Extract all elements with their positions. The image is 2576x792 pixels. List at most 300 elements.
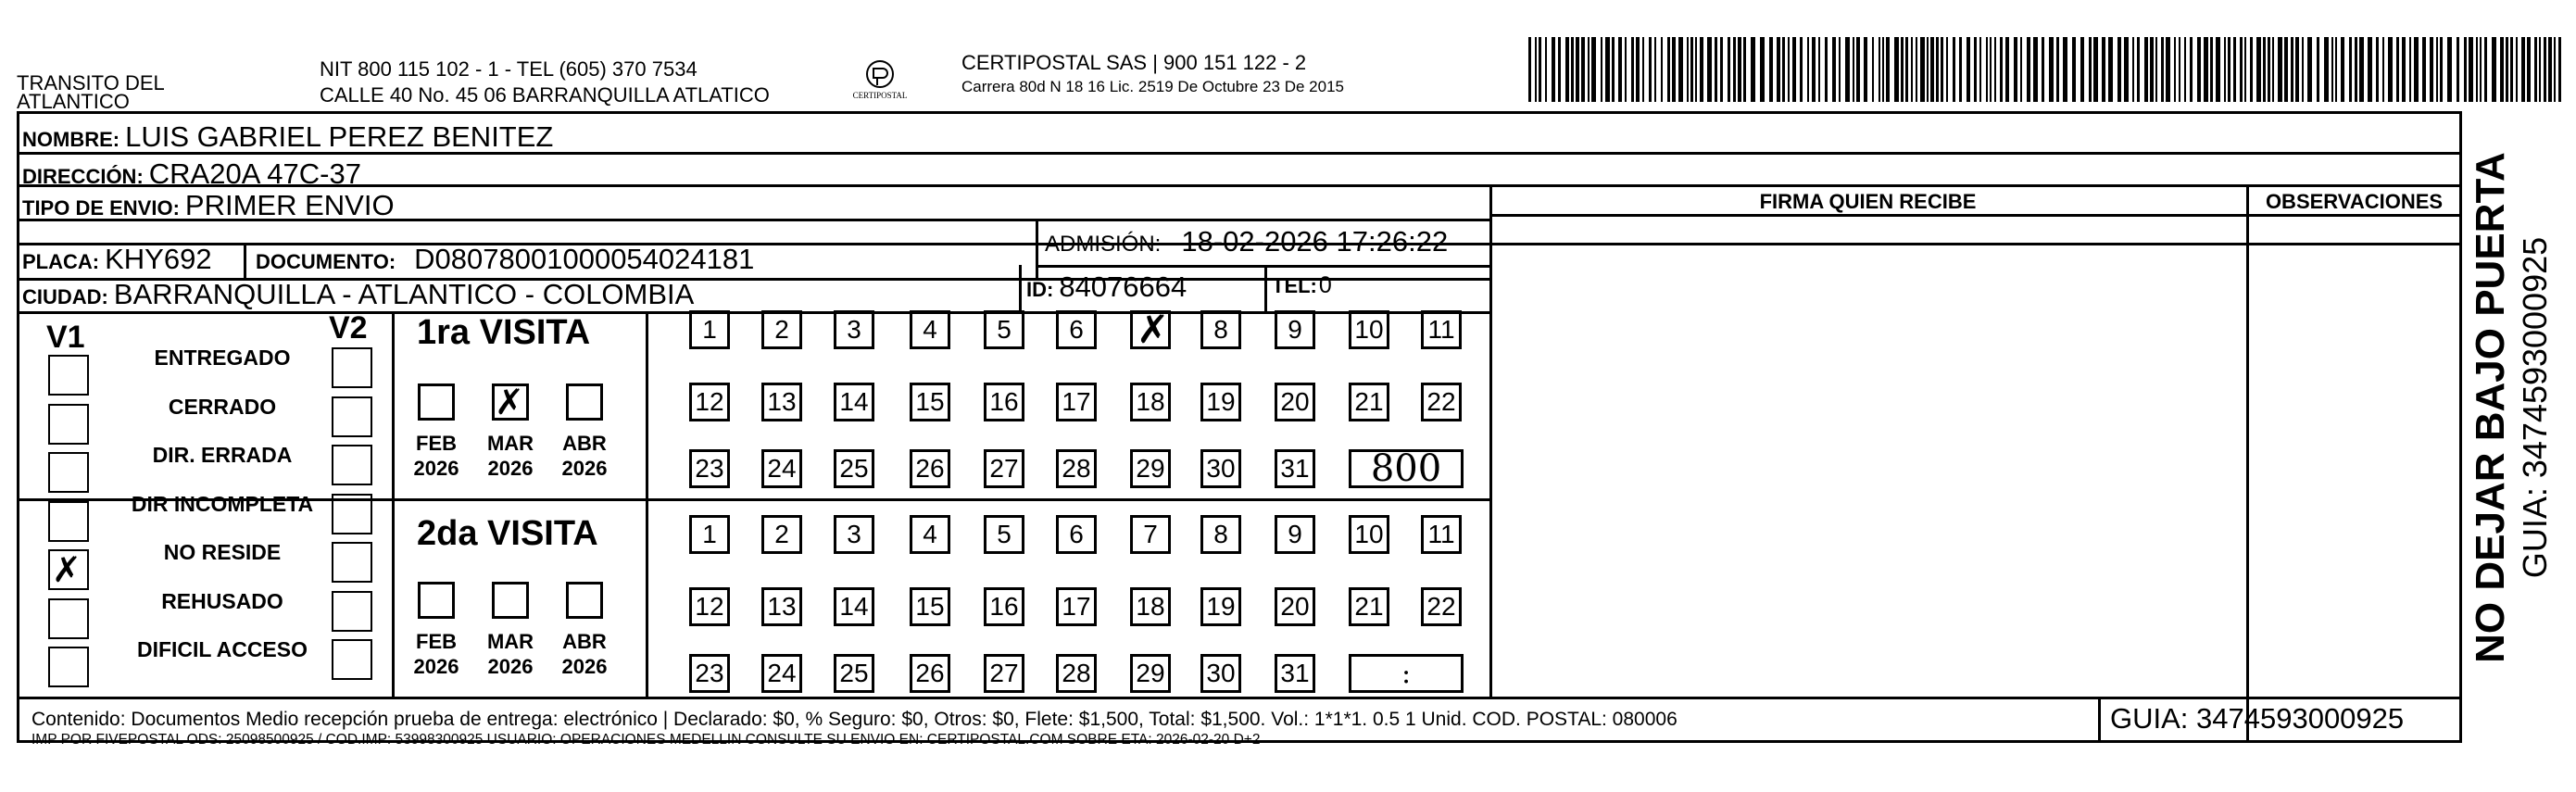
barcode-bar <box>2108 37 2113 102</box>
barcode-bar <box>2484 37 2487 102</box>
barcode-bar <box>2302 37 2304 102</box>
barcode-bar <box>2516 37 2518 102</box>
barcode-bar <box>1930 37 1934 102</box>
first-visit-time-box[interactable]: 800 <box>1349 449 1464 488</box>
barcode-bar <box>1832 37 1836 102</box>
second-visit-day-box[interactable]: 5 <box>984 515 1024 554</box>
barcode-bar <box>2510 37 2513 102</box>
v2-checkbox[interactable] <box>332 347 372 388</box>
barcode-bar <box>2250 37 2253 102</box>
first-visit-day-box[interactable]: 11 <box>1421 310 1462 349</box>
first-visit-day-box[interactable]: 20 <box>1275 383 1315 421</box>
barcode-bar <box>2197 37 2201 102</box>
barcode-bar <box>2539 37 2541 102</box>
first-visit-month-checkbox[interactable] <box>492 383 529 421</box>
barcode-bar <box>2268 37 2270 102</box>
handwritten-check-mark: ✗ <box>52 549 82 590</box>
barcode-bar <box>2480 37 2482 102</box>
first-visit-day-box[interactable]: 30 <box>1200 449 1241 488</box>
first-visit-day-box[interactable]: 27 <box>984 449 1024 488</box>
first-visit-day-box[interactable]: 16 <box>984 383 1024 421</box>
second-visit-day-box[interactable]: 31 <box>1275 654 1315 693</box>
v2-checkbox[interactable] <box>332 542 372 583</box>
barcode-bar <box>2089 37 2092 102</box>
barcode-bar <box>2102 37 2105 102</box>
nombre-value: LUIS GABRIEL PEREZ BENITEZ <box>125 120 554 153</box>
barcode-bar <box>2436 37 2438 102</box>
imp-text: IMP POR FIVEPOSTAL ODS: 25098500925 / COD.IMP: 53998300925 USUARIO: OPERACIONES MEDELLIN CONSULTE SU ENVIO EN: CERTIPOSTAL.COM SOBRE ETA: 2026-02-20 D+2 <box>31 732 1261 748</box>
v1-checkbox[interactable] <box>48 549 89 590</box>
v1-checkbox[interactable] <box>48 452 89 493</box>
first-visit-day-box[interactable]: 13 <box>761 383 802 421</box>
contenido-text: Contenido: Documentos Medio recepción prueba de entrega: electrónico | Declarado: $0, % Seguro: $0, Otros: $0, Flete: $1,500, Total: $1,500. Vol.: 1*1*1. 0.5 1 Unid. COD. POSTAL: 080006 <box>31 709 1678 730</box>
barcode-bar <box>1631 37 1634 102</box>
barcode-bar <box>2228 37 2230 102</box>
barcode-bar <box>2150 37 2154 102</box>
barcode-bar <box>1728 37 1730 102</box>
barcode-bar <box>2440 37 2443 102</box>
v1-checkbox[interactable] <box>48 598 89 639</box>
first-visit-day-box[interactable]: 31 <box>1275 449 1315 488</box>
second-visit-day-box[interactable]: 14 <box>834 587 874 626</box>
barcode-bar <box>1654 37 1656 102</box>
barcode-bar <box>1872 37 1874 102</box>
barcode-bar <box>1812 37 1816 102</box>
second-visit-month-label: FEB 2026 <box>413 630 459 678</box>
barcode-bar <box>2144 37 2148 102</box>
barcode-bar <box>2124 37 2129 102</box>
second-visit-day-box[interactable]: 15 <box>910 587 950 626</box>
v2-checkbox[interactable] <box>332 396 372 437</box>
second-visit-day-box[interactable]: 13 <box>761 587 802 626</box>
footer-guia: GUIA: 3474593000925 <box>2110 702 2405 735</box>
barcode-bar <box>2166 37 2170 102</box>
barcode-bar <box>2349 37 2352 102</box>
barcode-bar <box>1807 37 1809 102</box>
first-visit-day-box[interactable]: 22 <box>1421 383 1462 421</box>
barcode-bar <box>2376 37 2379 102</box>
barcode-bar <box>1667 37 1670 102</box>
barcode-bar <box>1882 37 1884 102</box>
barcode-bar <box>1539 37 1541 102</box>
barcode-bar <box>2210 37 2213 102</box>
first-visit-day-box[interactable]: 9 <box>1275 310 1315 349</box>
barcode-bar <box>2042 37 2044 102</box>
first-visit-month-label: MAR 2026 <box>486 432 534 480</box>
second-visit-month-checkbox[interactable] <box>492 582 529 619</box>
courier-address: Carrera 80d N 18 16 Lic. 2519 De Octubre 23 De 2015 <box>961 78 1344 95</box>
barcode-bar <box>2272 37 2274 102</box>
barcode-bar <box>1545 37 1547 102</box>
documento-value: D08078001000054024181 <box>414 243 755 275</box>
first-visit-day-box[interactable] <box>1130 307 1171 352</box>
id-label: ID: <box>1026 278 1054 301</box>
first-visit-day-box[interactable]: 18 <box>1130 383 1171 421</box>
barcode-bar <box>1911 37 1913 102</box>
first-visit-day-box[interactable]: 21 <box>1349 383 1389 421</box>
barcode-bar <box>2278 37 2282 102</box>
barcode-bar <box>1856 37 1860 102</box>
barcode-bar <box>2137 37 2140 102</box>
barcode-bar <box>2558 37 2561 102</box>
handwritten-check-mark: ✗ <box>1137 307 1170 352</box>
second-visit-day-box[interactable]: 10 <box>1349 515 1389 554</box>
barcode-bar <box>1901 37 1904 102</box>
second-visit-day-box[interactable]: 6 <box>1056 515 1097 554</box>
barcode-bar <box>1707 37 1712 102</box>
first-visit-day-box[interactable]: 29 <box>1130 449 1171 488</box>
barcode-bar <box>1825 37 1828 102</box>
observaciones-header: OBSERVACIONES <box>2265 190 2444 213</box>
second-visit-month-label: MAR 2026 <box>486 630 534 678</box>
second-visit-day-box[interactable]: 9 <box>1275 515 1315 554</box>
barcode-bar <box>2056 37 2059 102</box>
first-visit-day-box[interactable]: 24 <box>761 449 802 488</box>
second-visit-day-box[interactable]: 23 <box>689 654 730 693</box>
nombre-label: NOMBRE: <box>22 128 120 151</box>
barcode-bar <box>1905 37 1908 102</box>
reason-label: ENTREGADO <box>154 346 291 370</box>
barcode-bar <box>1690 37 1693 102</box>
barcode-bar <box>1986 37 1988 102</box>
barcode-bar <box>2240 37 2243 102</box>
second-visit-month-checkbox[interactable] <box>566 582 603 619</box>
first-visit-day-box[interactable]: 4 <box>910 310 950 349</box>
nombre-field <box>22 120 553 154</box>
second-visit-day-box[interactable]: 28 <box>1056 654 1097 693</box>
barcode-bar <box>1733 37 1736 102</box>
barcode-bar <box>2256 37 2261 102</box>
barcode-bar <box>2063 37 2067 102</box>
barcode-bar <box>2000 37 2003 102</box>
second-visit-day-box[interactable]: 2 <box>761 515 802 554</box>
tipo-envio-value: PRIMER ENVIO <box>184 189 395 221</box>
barcode-bar <box>2080 37 2084 102</box>
barcode-bar <box>2204 37 2208 102</box>
barcode-bar <box>2506 37 2508 102</box>
barcode-bar <box>1743 37 1746 102</box>
first-visit-month-checkbox[interactable] <box>418 383 455 421</box>
second-visit-day-box[interactable]: 19 <box>1200 587 1241 626</box>
placa-value: KHY692 <box>105 243 212 275</box>
first-visit-month-checkbox[interactable] <box>566 383 603 421</box>
second-visit-title: 2da VISITA <box>417 514 598 553</box>
side-panel <box>2469 148 2570 667</box>
firma-header: FIRMA QUIEN RECIBE <box>1759 190 1977 213</box>
barcode-bar <box>2476 37 2478 102</box>
barcode-bar <box>1760 37 1765 102</box>
second-visit-month-checkbox[interactable] <box>418 582 455 619</box>
barcode-bar <box>2049 37 2054 102</box>
org-name-line1: TRANSITO DEL <box>17 71 165 94</box>
v1-checkbox[interactable] <box>48 647 89 687</box>
barcode-bar <box>2396 37 2399 102</box>
barcode-bar <box>2190 37 2193 102</box>
barcode-bar <box>1642 37 1644 102</box>
barcode-bar <box>2335 37 2337 102</box>
barcode-bar <box>1853 37 1854 102</box>
second-visit-day-box[interactable]: 1 <box>689 515 730 554</box>
barcode-bar <box>1581 37 1585 102</box>
barcode-bar <box>2368 37 2372 102</box>
barcode-bar <box>2284 37 2288 102</box>
v2-checkbox[interactable] <box>332 445 372 485</box>
first-visit-day-box[interactable]: 12 <box>689 383 730 421</box>
barcode-bar <box>2291 37 2293 102</box>
barcode-bar <box>2430 37 2433 102</box>
first-visit-day-box[interactable]: 23 <box>689 449 730 488</box>
barcode-bar <box>1565 37 1569 102</box>
second-visit-day-box[interactable]: 3 <box>834 515 874 554</box>
barcode-bar <box>2331 37 2333 102</box>
barcode-bar <box>2093 37 2098 102</box>
second-visit-day-box[interactable]: 20 <box>1275 587 1315 626</box>
barcode-bar <box>2033 37 2038 102</box>
barcode-bar <box>1927 37 1929 102</box>
v2-checkbox[interactable] <box>332 591 372 632</box>
tel-value: 0 <box>1318 272 1332 298</box>
barcode-bar <box>1941 37 1943 102</box>
org-name-line2: ATLANTICO <box>17 90 130 113</box>
first-visit-day-box[interactable]: 5 <box>984 310 1024 349</box>
barcode-bar <box>2534 37 2537 102</box>
barcode-bar <box>1864 37 1867 102</box>
first-visit-day-box[interactable]: 25 <box>834 449 874 488</box>
barcode-bar <box>1788 37 1790 102</box>
barcode-bar <box>1990 37 1992 102</box>
barcode-bar <box>2409 37 2411 102</box>
sender-address: CALLE 40 No. 45 06 BARRANQUILLA ATLATICO <box>320 83 770 107</box>
first-visit-day-box[interactable]: 10 <box>1349 310 1389 349</box>
barcode-bar <box>1959 37 1962 102</box>
barcode-bar <box>1979 37 1981 102</box>
no-dejar-warning: NO DEJAR BAJO PUERTA <box>2468 152 2513 663</box>
tel-field <box>1272 272 1332 299</box>
barcode-bar <box>1946 37 1948 102</box>
barcode-bar <box>2263 37 2266 102</box>
second-visit-day-box[interactable]: 24 <box>761 654 802 693</box>
barcode-bar <box>1967 37 1970 102</box>
barcode-bar <box>1974 37 1977 102</box>
ciudad-label: CIUDAD: <box>22 285 108 308</box>
barcode-bar <box>2548 37 2552 102</box>
barcode-bar <box>1751 37 1755 102</box>
barcode-bar <box>2554 37 2556 102</box>
direccion-label: DIRECCIÓN: <box>22 165 144 188</box>
second-visit-day-box[interactable]: 8 <box>1200 515 1241 554</box>
second-visit-day-box[interactable]: 25 <box>834 654 874 693</box>
barcode-bar <box>2544 37 2546 102</box>
v2-checkbox[interactable] <box>332 494 372 534</box>
first-visit-day-box[interactable]: 17 <box>1056 383 1097 421</box>
barcode-bar <box>1792 37 1796 102</box>
barcode-bar <box>1953 37 1955 102</box>
logo-text: CERTIPOSTAL <box>852 91 908 100</box>
barcode-bar <box>2447 37 2452 102</box>
reason-label: CERRADO <box>168 394 277 419</box>
tipo-envio-label: TIPO DE ENVIO: <box>22 196 180 220</box>
first-visit-day-box[interactable]: 19 <box>1200 383 1241 421</box>
barcode-bar <box>1782 37 1785 102</box>
barcode-bar <box>2341 37 2344 102</box>
sender-info <box>320 57 770 107</box>
barcode-bar <box>2355 37 2357 102</box>
documento-label: DOCUMENTO: <box>256 250 396 273</box>
certipostal-logo <box>838 56 922 111</box>
placa-label: PLACA: <box>22 250 100 273</box>
handwritten-check-mark: ✗ <box>495 382 524 422</box>
admision-field <box>1045 225 1448 258</box>
barcode-bar <box>1894 37 1899 102</box>
barcode-bar <box>2317 37 2319 102</box>
barcode-bar <box>2161 37 2164 102</box>
second-visit-day-box[interactable]: 11 <box>1421 515 1462 554</box>
second-visit-day-box[interactable]: 7 <box>1130 515 1171 554</box>
second-visit-day-box[interactable]: 4 <box>910 515 950 554</box>
second-visit-day-box[interactable]: 27 <box>984 654 1024 693</box>
documento-field <box>256 243 754 276</box>
barcode-bar <box>2233 37 2236 102</box>
second-visit-day-box[interactable]: 17 <box>1056 587 1097 626</box>
barcode-bar <box>2005 37 2009 102</box>
v1-header: V1 <box>46 320 85 355</box>
barcode-bar <box>1571 37 1574 102</box>
barcode-bar <box>1687 37 1689 102</box>
barcode-bar <box>2457 37 2459 102</box>
signature-area[interactable] <box>1492 219 2246 697</box>
direccion-value: CRA20A 47C-37 <box>148 157 361 190</box>
barcode-bar <box>1558 37 1561 102</box>
barcode-bar <box>1649 37 1652 102</box>
barcode-bar <box>1879 37 1880 102</box>
barcode-bar <box>1777 37 1780 102</box>
barcode-bar <box>1700 37 1703 102</box>
barcode-bar <box>2521 37 2525 102</box>
barcode-bar <box>2469 37 2473 102</box>
barcode-bar <box>2492 37 2496 102</box>
first-visit-day-box[interactable]: 6 <box>1056 310 1097 349</box>
first-visit-day-box[interactable]: 15 <box>910 383 950 421</box>
barcode-bar <box>1800 37 1803 102</box>
second-visit-day-box[interactable]: 16 <box>984 587 1024 626</box>
barcode-bar <box>2020 37 2022 102</box>
second-visit-day-box[interactable]: 18 <box>1130 587 1171 626</box>
first-visit-day-box[interactable]: 3 <box>834 310 874 349</box>
barcode-bar <box>1612 37 1615 102</box>
barcode-bar <box>2359 37 2364 102</box>
barcode-bar <box>1618 37 1622 102</box>
barcode-bar <box>1715 37 1717 102</box>
reason-label: NO RESIDE <box>163 540 282 564</box>
first-visit-day-box[interactable]: 14 <box>834 383 874 421</box>
barcode-graphic <box>1528 37 2566 102</box>
second-visit-day-box[interactable]: 22 <box>1421 587 1462 626</box>
v1-checkbox[interactable] <box>48 355 89 396</box>
reason-label: DIFICIL ACCESO <box>136 637 308 661</box>
first-visit-day-box[interactable]: 2 <box>761 310 802 349</box>
second-visit-time-box[interactable]: : <box>1349 654 1464 693</box>
barcode-bar <box>1552 37 1555 102</box>
v1-checkbox[interactable] <box>48 404 89 445</box>
barcode-bar <box>1588 37 1590 102</box>
barcode-bar <box>1916 37 1917 102</box>
barcode-bar <box>1528 37 1531 102</box>
barcode-bar <box>1636 37 1640 102</box>
admision-label: ADMISIÓN: <box>1045 232 1162 257</box>
second-visit-day-box[interactable]: 12 <box>689 587 730 626</box>
barcode-bar <box>1535 37 1537 102</box>
barcode-bar <box>2179 37 2180 102</box>
barcode-bar <box>1994 37 1996 102</box>
barcode-bar <box>2382 37 2384 102</box>
barcode-bar <box>1936 37 1939 102</box>
barcode-bar <box>2027 37 2030 102</box>
barcode-bar <box>1591 37 1596 102</box>
first-visit-day-box[interactable]: 26 <box>910 449 950 488</box>
barcode-bar <box>2117 37 2121 102</box>
second-visit-day-box[interactable]: 26 <box>910 654 950 693</box>
barcode-bar <box>1839 37 1841 102</box>
barcode-bar <box>2527 37 2531 102</box>
v2-header: V2 <box>329 310 368 346</box>
barcode-bar <box>2155 37 2157 102</box>
barcode-bar <box>2402 37 2406 102</box>
courier-info <box>961 51 1344 96</box>
observaciones-area[interactable] <box>2249 219 2462 697</box>
barcode-bar <box>2500 37 2504 102</box>
ciudad-value: BARRANQUILLA - ATLANTICO - COLOMBIA <box>113 278 695 310</box>
barcode-bar <box>1605 37 1610 102</box>
reason-label: REHUSADO <box>161 588 283 613</box>
barcode-bar <box>1886 37 1890 102</box>
barcode-bar <box>2174 37 2176 102</box>
barcode-bar <box>1661 37 1663 102</box>
second-visit-day-box[interactable]: 30 <box>1200 654 1241 693</box>
barcode-bar <box>1738 37 1741 102</box>
id-field <box>1026 270 1187 304</box>
barcode-bar <box>1576 37 1579 102</box>
first-visit-day-box[interactable]: 8 <box>1200 310 1241 349</box>
barcode-bar <box>1920 37 1925 102</box>
barcode-bar <box>1601 37 1602 102</box>
barcode-bar <box>2224 37 2226 102</box>
barcode-bar <box>2388 37 2393 102</box>
barcode-bar <box>2422 37 2426 102</box>
v2-checkbox[interactable] <box>332 639 372 680</box>
direccion-field <box>22 157 361 191</box>
placa-field <box>22 243 212 276</box>
barcode-bar <box>2244 37 2246 102</box>
barcode-bar <box>2307 37 2312 102</box>
ciudad-field <box>22 278 694 311</box>
barcode-bar <box>1845 37 1850 102</box>
id-value: 84076664 <box>1059 270 1187 303</box>
side-guia: GUIA: 3474593000925 <box>2516 236 2554 579</box>
first-visit-month-label: ABR 2026 <box>561 432 608 480</box>
barcode-bar <box>2072 37 2076 102</box>
second-visit-day-box[interactable]: 21 <box>1349 587 1389 626</box>
first-visit-day-box[interactable]: 1 <box>689 310 730 349</box>
barcode-bar <box>2014 37 2017 102</box>
first-visit-day-box[interactable]: 28 <box>1056 449 1097 488</box>
reason-label: DIR INCOMPLETA <box>131 491 314 516</box>
barcode-bar <box>1818 37 1820 102</box>
first-visit-month-label: FEB 2026 <box>413 432 459 480</box>
barcode-bar <box>1625 37 1627 102</box>
second-visit-day-box[interactable]: 29 <box>1130 654 1171 693</box>
barcode-bar <box>2132 37 2134 102</box>
v1-checkbox[interactable] <box>48 501 89 542</box>
